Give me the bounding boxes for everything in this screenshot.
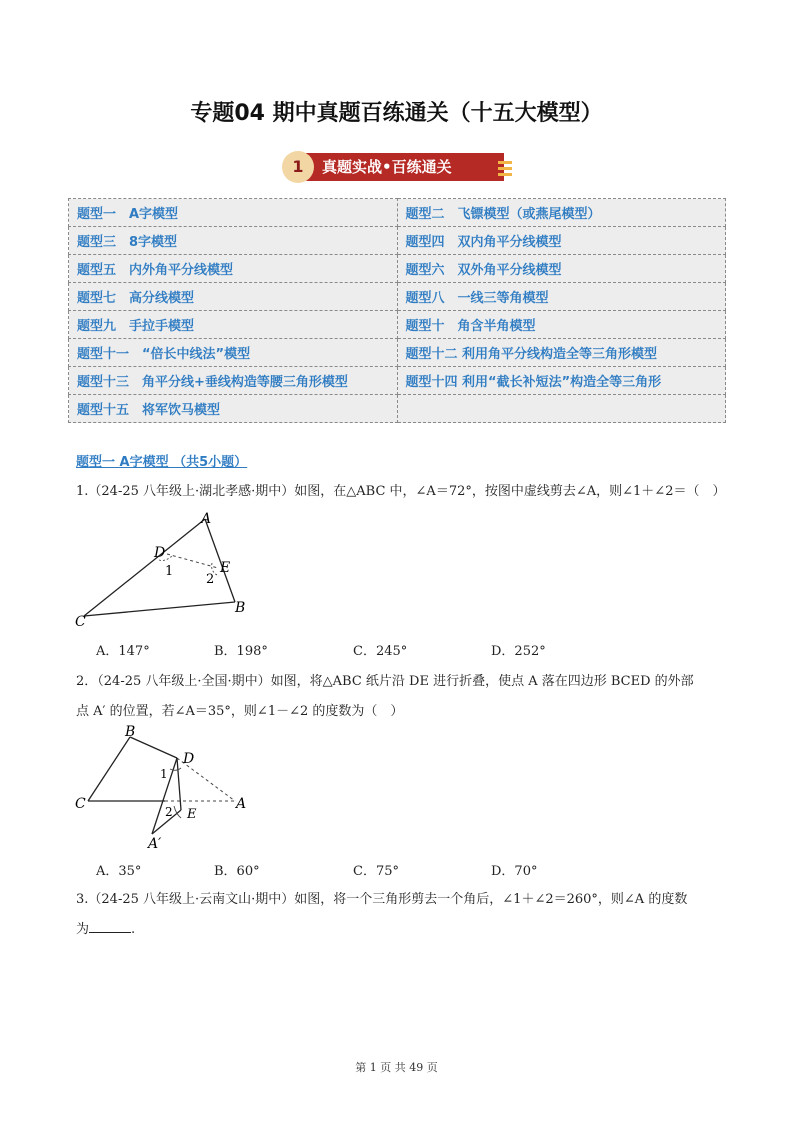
side-bc <box>88 737 130 801</box>
q1-option-a[interactable]: A．147° <box>96 644 150 659</box>
q2-option-a[interactable]: A．35° <box>96 864 142 879</box>
q3-suffix: . <box>131 922 136 937</box>
toc-row <box>69 283 726 311</box>
toc-row <box>69 199 726 227</box>
toc-link-13[interactable]: 题型十三 角平分线+垂线构造等腰三角形模型 <box>69 367 398 395</box>
toc-link-5[interactable]: 题型五 内外角平分线模型 <box>69 255 398 283</box>
page-title: 专题04 期中真题百练通关（十五大模型） <box>190 101 603 126</box>
toc-link-3[interactable]: 题型三 8字模型 <box>69 227 398 255</box>
banner-stripes-icon <box>498 161 512 179</box>
q2-option-d[interactable]: D．70° <box>491 864 538 879</box>
label-d: D <box>183 751 195 767</box>
label-angle-1: 1 <box>160 767 168 781</box>
label-a: A <box>236 796 247 812</box>
question-2-text-line-1: 2．（24-25 八年级上·全国·期中）如图，将△ABC 纸片沿 DE 进行折叠，使点 A 落在四边形 BCED 的外部 <box>76 674 694 689</box>
label-d: D <box>154 545 166 561</box>
q1-option-d[interactable]: D．252° <box>491 644 546 659</box>
banner-number: 1 <box>282 151 314 183</box>
q2-option-b[interactable]: B．60° <box>214 864 260 879</box>
question-3-text-line-1: 3.（24-25 八年级上·云南文山·期中）如图，将一个三角形剪去一个角后，∠1＋∠2＝260°，则∠A 的度数 <box>76 892 688 907</box>
toc-row <box>69 339 726 367</box>
toc-row <box>69 367 726 395</box>
toc-link-4[interactable]: 题型四 双内角平分线模型 <box>397 227 726 255</box>
label-angle-2: 2 <box>206 572 215 587</box>
fold-line-de <box>177 758 181 810</box>
cut-line-de <box>167 554 218 568</box>
label-e: E <box>220 560 231 576</box>
side-ca <box>84 519 205 616</box>
label-e: E <box>187 807 197 822</box>
q2-option-c[interactable]: C．75° <box>353 864 399 879</box>
toc-table <box>68 198 726 423</box>
angle-1-arc <box>170 768 181 770</box>
toc-link-9[interactable]: 题型九 手拉手模型 <box>69 311 398 339</box>
toc-row <box>69 395 726 423</box>
side-cb <box>84 602 235 616</box>
banner-label: 真题实战•百练通关 <box>300 153 504 181</box>
label-b: B <box>125 724 136 740</box>
toc-link-2[interactable]: 题型二 飞镖模型（或燕尾模型） <box>397 199 726 227</box>
page-footer: 第 1 页 共 49 页 <box>355 1061 438 1074</box>
toc-link-11[interactable]: 题型十一 “倍长中线法”模型 <box>69 339 398 367</box>
question-3-text-line-2 <box>76 916 728 944</box>
toc-row <box>69 227 726 255</box>
label-c: C <box>75 614 86 630</box>
toc-link-6[interactable]: 题型六 双外角平分线模型 <box>397 255 726 283</box>
section-heading[interactable]: 题型一 A字模型 （共5小题） <box>76 455 248 470</box>
q1-option-b[interactable]: B．198° <box>214 644 268 659</box>
angle-2-arc <box>174 806 181 818</box>
toc-empty-cell <box>397 395 726 423</box>
toc-link-14[interactable]: 题型十四 利用“截长补短法”构造全等三角形 <box>397 367 726 395</box>
question-1-figure <box>70 508 270 634</box>
toc-link-10[interactable]: 题型十 角含半角模型 <box>397 311 726 339</box>
label-c: C <box>75 796 86 812</box>
side-bd <box>130 737 177 758</box>
question-1-text: 1.（24-25 八年级上·湖北孝感·期中）如图，在△ABC 中，∠A＝72°，按图中虚线剪去∠A，则∠1＋∠2＝（ ） <box>76 484 726 499</box>
toc-row <box>69 311 726 339</box>
section-banner <box>282 148 518 186</box>
q3-answer-blank[interactable] <box>89 918 131 933</box>
toc-link-15[interactable]: 题型十五 将军饮马模型 <box>69 395 398 423</box>
label-angle-1: 1 <box>165 564 174 579</box>
toc-link-8[interactable]: 题型八 一线三等角模型 <box>397 283 726 311</box>
label-a: A <box>201 511 212 527</box>
toc-link-7[interactable]: 题型七 高分线模型 <box>69 283 398 311</box>
toc-row <box>69 255 726 283</box>
label-a-prime: A′ <box>148 836 162 852</box>
label-b: B <box>235 600 246 616</box>
toc-link-12[interactable]: 题型十二 利用角平分线构造全等三角形模型 <box>397 339 726 367</box>
label-angle-2: 2 <box>165 805 173 819</box>
question-2-text-line-2: 点 A′ 的位置，若∠A＝35°，则∠1－∠2 的度数为（ ） <box>76 704 404 719</box>
question-2-figure <box>70 722 260 852</box>
toc-link-1[interactable]: 题型一 A字模型 <box>69 199 398 227</box>
q1-option-c[interactable]: C．245° <box>353 644 408 659</box>
q3-prefix: 为 <box>76 922 90 937</box>
